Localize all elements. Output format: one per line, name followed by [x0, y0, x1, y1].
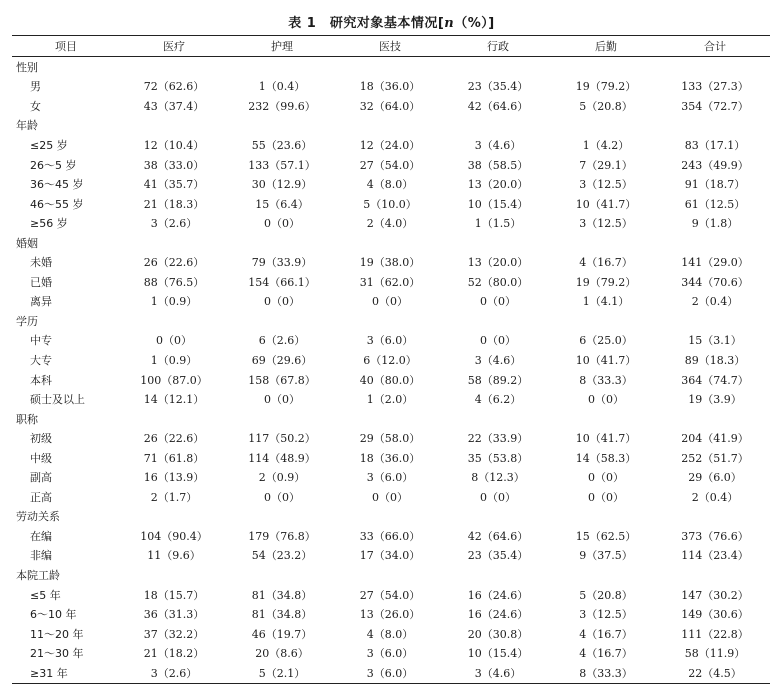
table-title [0, 12, 783, 31]
table-cell: 100（87.0） [140, 373, 208, 387]
empty-cell [660, 57, 770, 77]
table-cell: 13（26.0） [359, 608, 421, 622]
table-cell: 4（16.7） [579, 647, 633, 661]
table-cell: 3（4.6） [474, 666, 522, 680]
table-cell: 15（62.5） [575, 529, 637, 543]
category-label: 职称 [16, 412, 38, 426]
column-header: 合计 [704, 40, 726, 53]
row-label: 21～30 年 [30, 647, 84, 661]
empty-cell [444, 507, 552, 527]
table-cell: 26（22.6） [143, 256, 205, 270]
table-row [12, 252, 770, 272]
table-cell: 114（23.4） [681, 549, 749, 563]
table-cell: 20（30.8） [467, 627, 529, 641]
table-cell: 30（12.9） [251, 178, 313, 192]
category-label: 学历 [16, 314, 38, 328]
row-label: 副高 [30, 471, 52, 485]
empty-cell [552, 116, 660, 136]
table-cell: 21（18.2） [143, 647, 205, 661]
table-cell: 364（74.7） [681, 373, 749, 387]
table-cell: 0（0） [480, 295, 516, 309]
table-cell: 0（0） [372, 295, 408, 309]
table-cell: 133（57.1） [248, 158, 316, 172]
table-cell: 0（0） [264, 490, 300, 504]
table-cell: 27（54.0） [359, 158, 421, 172]
empty-cell [228, 507, 336, 527]
row-label: 本科 [30, 373, 52, 387]
table-cell: 104（90.4） [140, 529, 208, 543]
table-row [12, 155, 770, 175]
column-header: 行政 [487, 40, 509, 53]
table-row [12, 487, 770, 507]
table-cell: 71（61.8） [143, 451, 205, 465]
table-row [12, 467, 770, 487]
table-cell: 22（4.5） [688, 666, 742, 680]
row-label: ≤25 岁 [30, 138, 68, 152]
empty-cell [228, 233, 336, 253]
category-row [12, 116, 770, 136]
table-cell: 38（58.5） [467, 158, 529, 172]
table-cell: 154（66.1） [248, 275, 316, 289]
table-row [12, 663, 770, 683]
table-cell: 40（80.0） [359, 373, 421, 387]
table-cell: 232（99.6） [248, 99, 316, 113]
table-cell: 1（0.9） [150, 353, 198, 367]
table-title-prefix: 表 1 研究对象基本情况[ [288, 16, 445, 31]
table-cell: 13（20.0） [467, 256, 529, 270]
table-cell: 46（19.7） [251, 627, 313, 641]
empty-cell [552, 311, 660, 331]
table-row [12, 174, 770, 194]
empty-cell [336, 565, 444, 585]
table-cell: 0（0） [588, 490, 624, 504]
table-row [12, 194, 770, 214]
empty-cell [228, 311, 336, 331]
empty-cell [228, 116, 336, 136]
table-cell: 58（11.9） [684, 647, 746, 661]
empty-cell [336, 233, 444, 253]
table-cell: 33（66.0） [359, 529, 421, 543]
category-row [12, 57, 770, 77]
empty-cell [660, 311, 770, 331]
empty-cell [552, 409, 660, 429]
table-cell: 344（70.6） [681, 275, 749, 289]
table-cell: 36（31.3） [143, 608, 205, 622]
table-cell: 3（2.6） [150, 217, 198, 231]
table-cell: 373（76.6） [681, 529, 749, 543]
table-cell: 29（58.0） [359, 432, 421, 446]
table-cell: 26（22.6） [143, 432, 205, 446]
table-cell: 149（30.6） [681, 608, 749, 622]
table-cell: 52（80.0） [467, 275, 529, 289]
table-row [12, 526, 770, 546]
table-cell: 3（6.0） [366, 647, 414, 661]
empty-cell [336, 311, 444, 331]
table-cell: 4（6.2） [474, 393, 522, 407]
table-cell: 1（1.5） [474, 217, 522, 231]
table-cell: 4（16.7） [579, 256, 633, 270]
row-label: 已婚 [30, 275, 52, 289]
table-cell: 8（12.3） [471, 471, 525, 485]
empty-cell [336, 57, 444, 77]
empty-cell [228, 565, 336, 585]
table-cell: 38（33.0） [143, 158, 205, 172]
table-cell: 20（8.6） [255, 647, 309, 661]
empty-cell [552, 233, 660, 253]
table-cell: 2（0.4） [691, 490, 739, 504]
table-cell: 4（8.0） [366, 627, 414, 641]
empty-cell [444, 233, 552, 253]
table-cell: 3（6.0） [366, 471, 414, 485]
table-cell: 6（2.6） [258, 334, 306, 348]
table-cell: 0（0） [480, 334, 516, 348]
row-label: ≥56 岁 [30, 217, 68, 231]
table-cell: 69（29.6） [251, 353, 313, 367]
table-cell: 89（18.3） [684, 353, 746, 367]
table-cell: 58（89.2） [467, 373, 529, 387]
row-label: 非编 [30, 549, 52, 563]
table-cell: 7（29.1） [579, 158, 633, 172]
empty-cell [444, 409, 552, 429]
table-cell: 10（41.7） [575, 432, 637, 446]
table-cell: 18（36.0） [359, 80, 421, 94]
empty-cell [120, 409, 228, 429]
row-label: 26～5 岁 [30, 158, 77, 172]
table-cell: 111（22.8） [681, 627, 749, 641]
empty-cell [552, 565, 660, 585]
row-label: 中级 [30, 451, 52, 465]
table-cell: 3（6.0） [366, 334, 414, 348]
category-row [12, 565, 770, 585]
empty-cell [660, 507, 770, 527]
table-row [12, 96, 770, 116]
table-cell: 21（18.3） [143, 197, 205, 211]
empty-cell [660, 409, 770, 429]
row-label: 女 [30, 99, 41, 113]
table-row [12, 585, 770, 605]
empty-cell [660, 116, 770, 136]
table-cell: 0（0） [588, 471, 624, 485]
table-body [12, 57, 770, 684]
table-cell: 23（35.4） [467, 549, 529, 563]
table-cell: 32（64.0） [359, 99, 421, 113]
table-cell: 3（12.5） [579, 217, 633, 231]
table-cell: 91（18.7） [684, 178, 746, 192]
table-row [12, 448, 770, 468]
table-cell: 19（79.2） [575, 275, 637, 289]
table-cell: 5（20.8） [579, 588, 633, 602]
table-cell: 16（24.6） [467, 608, 529, 622]
table-row [12, 546, 770, 566]
table-cell: 3（4.6） [474, 353, 522, 367]
table-row [12, 292, 770, 312]
table-cell: 0（0） [588, 393, 624, 407]
table-cell: 204（41.9） [681, 432, 749, 446]
column-header: 项目 [55, 40, 77, 53]
table-cell: 43（37.4） [143, 99, 205, 113]
table-cell: 2（1.7） [150, 490, 198, 504]
category-row [12, 233, 770, 253]
table-cell: 42（64.6） [467, 99, 529, 113]
row-label: 11～20 年 [30, 627, 84, 641]
table-cell: 37（32.2） [143, 627, 205, 641]
row-label: 正高 [30, 490, 52, 504]
table-header [12, 36, 770, 57]
table-cell: 141（29.0） [681, 256, 749, 270]
table-cell: 12（10.4） [143, 138, 205, 152]
table-title-n: n [444, 16, 455, 31]
table-cell: 252（51.7） [681, 451, 749, 465]
column-header: 医疗 [163, 40, 185, 53]
empty-cell [120, 116, 228, 136]
table-cell: 15（3.1） [688, 334, 742, 348]
table-cell: 61（12.5） [684, 197, 746, 211]
table-cell: 3（12.5） [579, 608, 633, 622]
empty-cell [336, 409, 444, 429]
table-cell: 14（12.1） [143, 393, 205, 407]
table-cell: 19（38.0） [359, 256, 421, 270]
table-cell: 0（0） [480, 490, 516, 504]
table-cell: 16（13.9） [143, 471, 205, 485]
column-header: 护理 [271, 40, 293, 53]
table-cell: 19（3.9） [688, 393, 742, 407]
empty-cell [228, 57, 336, 77]
table-row [12, 370, 770, 390]
empty-cell [120, 57, 228, 77]
table-cell: 5（20.8） [579, 99, 633, 113]
table-cell: 88（76.5） [143, 275, 205, 289]
empty-cell [660, 565, 770, 585]
table-row [12, 331, 770, 351]
table-cell: 81（34.8） [251, 588, 313, 602]
empty-cell [120, 311, 228, 331]
table-row [12, 389, 770, 409]
empty-cell [228, 409, 336, 429]
table-cell: 0（0） [264, 393, 300, 407]
table-cell: 72（62.6） [143, 80, 205, 94]
table-cell: 4（16.7） [579, 627, 633, 641]
table-cell: 35（53.8） [467, 451, 529, 465]
empty-cell [120, 565, 228, 585]
table-cell: 3（12.5） [579, 178, 633, 192]
table-cell: 12（24.0） [359, 138, 421, 152]
table-cell: 4（8.0） [366, 178, 414, 192]
empty-cell [336, 507, 444, 527]
category-label: 本院工龄 [16, 568, 60, 582]
category-row [12, 409, 770, 429]
table-cell: 10（15.4） [467, 197, 529, 211]
table-cell: 42（64.6） [467, 529, 529, 543]
table-cell: 23（35.4） [467, 80, 529, 94]
table-cell: 117（50.2） [248, 432, 316, 446]
table-cell: 9（1.8） [691, 217, 739, 231]
row-label: 在编 [30, 529, 52, 543]
table-cell: 3（2.6） [150, 666, 198, 680]
table-row [12, 428, 770, 448]
category-label: 性别 [16, 60, 38, 74]
row-label: 6～10 年 [30, 608, 77, 622]
table-cell: 243（49.9） [681, 158, 749, 172]
empty-cell [660, 233, 770, 253]
empty-cell [444, 57, 552, 77]
table-cell: 6（25.0） [579, 334, 633, 348]
table-cell: 114（48.9） [248, 451, 316, 465]
table-cell: 13（20.0） [467, 178, 529, 192]
table-cell: 79（33.9） [251, 256, 313, 270]
empty-cell [444, 565, 552, 585]
table-cell: 10（15.4） [467, 647, 529, 661]
table-cell: 6（12.0） [363, 353, 417, 367]
table-cell: 2（0.9） [258, 471, 306, 485]
table-cell: 18（36.0） [359, 451, 421, 465]
table-cell: 54（23.2） [251, 549, 313, 563]
table-cell: 1（0.4） [258, 80, 306, 94]
row-label: ≤5 年 [30, 588, 61, 602]
table-cell: 18（15.7） [143, 588, 205, 602]
table-cell: 29（6.0） [688, 471, 742, 485]
empty-cell [336, 116, 444, 136]
table-cell: 0（0） [264, 295, 300, 309]
row-label: 离异 [30, 295, 52, 309]
table-cell: 81（34.8） [251, 608, 313, 622]
row-label: 中专 [30, 334, 52, 348]
table-row [12, 213, 770, 233]
table-cell: 2（0.4） [691, 295, 739, 309]
table-row [12, 643, 770, 663]
table-cell: 5（2.1） [258, 666, 306, 680]
table-cell: 10（41.7） [575, 353, 637, 367]
table-cell: 19（79.2） [575, 80, 637, 94]
category-label: 年龄 [16, 119, 38, 133]
table-cell: 17（34.0） [359, 549, 421, 563]
table-cell: 0（0） [372, 490, 408, 504]
row-label: 36～45 岁 [30, 178, 84, 192]
table-cell: 27（54.0） [359, 588, 421, 602]
table-cell: 1（2.0） [366, 393, 414, 407]
empty-cell [552, 57, 660, 77]
header-row [12, 36, 770, 57]
row-label: 男 [30, 80, 41, 94]
row-label: 46～55 岁 [30, 197, 84, 211]
table-row [12, 77, 770, 97]
column-header: 后勤 [595, 40, 617, 53]
table-cell: 5（10.0） [363, 197, 417, 211]
table-row [12, 604, 770, 624]
category-label: 婚姻 [16, 236, 38, 250]
column-header: 医技 [379, 40, 401, 53]
table-row [12, 624, 770, 644]
table-cell: 31（62.0） [359, 275, 421, 289]
empty-cell [120, 233, 228, 253]
category-row [12, 311, 770, 331]
category-row [12, 507, 770, 527]
table-cell: 11（9.6） [147, 549, 201, 563]
table-cell: 8（33.3） [579, 373, 633, 387]
empty-cell [444, 311, 552, 331]
table-cell: 354（72.7） [681, 99, 749, 113]
demographics-table [12, 35, 770, 684]
row-label: ≥31 年 [30, 666, 68, 680]
empty-cell [444, 116, 552, 136]
table-cell: 0（0） [156, 334, 192, 348]
table-cell: 0（0） [264, 217, 300, 231]
table-cell: 55（23.6） [251, 138, 313, 152]
table-cell: 8（33.3） [579, 666, 633, 680]
table-cell: 1（4.2） [582, 138, 630, 152]
row-label: 硕士及以上 [30, 393, 85, 407]
table-cell: 22（33.9） [467, 432, 529, 446]
table-cell: 10（41.7） [575, 197, 637, 211]
table-cell: 41（35.7） [143, 178, 205, 192]
table-cell: 1（4.1） [582, 295, 630, 309]
row-label: 初级 [30, 432, 52, 446]
table-cell: 133（27.3） [681, 80, 749, 94]
empty-cell [552, 507, 660, 527]
empty-cell [120, 507, 228, 527]
table-cell: 15（6.4） [255, 197, 309, 211]
table-cell: 179（76.8） [248, 529, 316, 543]
category-label: 劳动关系 [16, 510, 60, 524]
table-cell: 16（24.6） [467, 588, 529, 602]
row-label: 未婚 [30, 256, 52, 270]
table-cell: 14（58.3） [575, 451, 637, 465]
table-cell: 2（4.0） [366, 217, 414, 231]
table-cell: 3（6.0） [366, 666, 414, 680]
table-row [12, 135, 770, 155]
table-cell: 147（30.2） [681, 588, 749, 602]
table-cell: 158（67.8） [248, 373, 316, 387]
row-label: 大专 [30, 353, 52, 367]
table-title-suffix: （%）] [454, 16, 495, 31]
table-cell: 1（0.9） [150, 295, 198, 309]
table-cell: 3（4.6） [474, 138, 522, 152]
table-cell: 83（17.1） [684, 138, 746, 152]
table-row [12, 350, 770, 370]
table-row [12, 272, 770, 292]
table-cell: 9（37.5） [579, 549, 633, 563]
